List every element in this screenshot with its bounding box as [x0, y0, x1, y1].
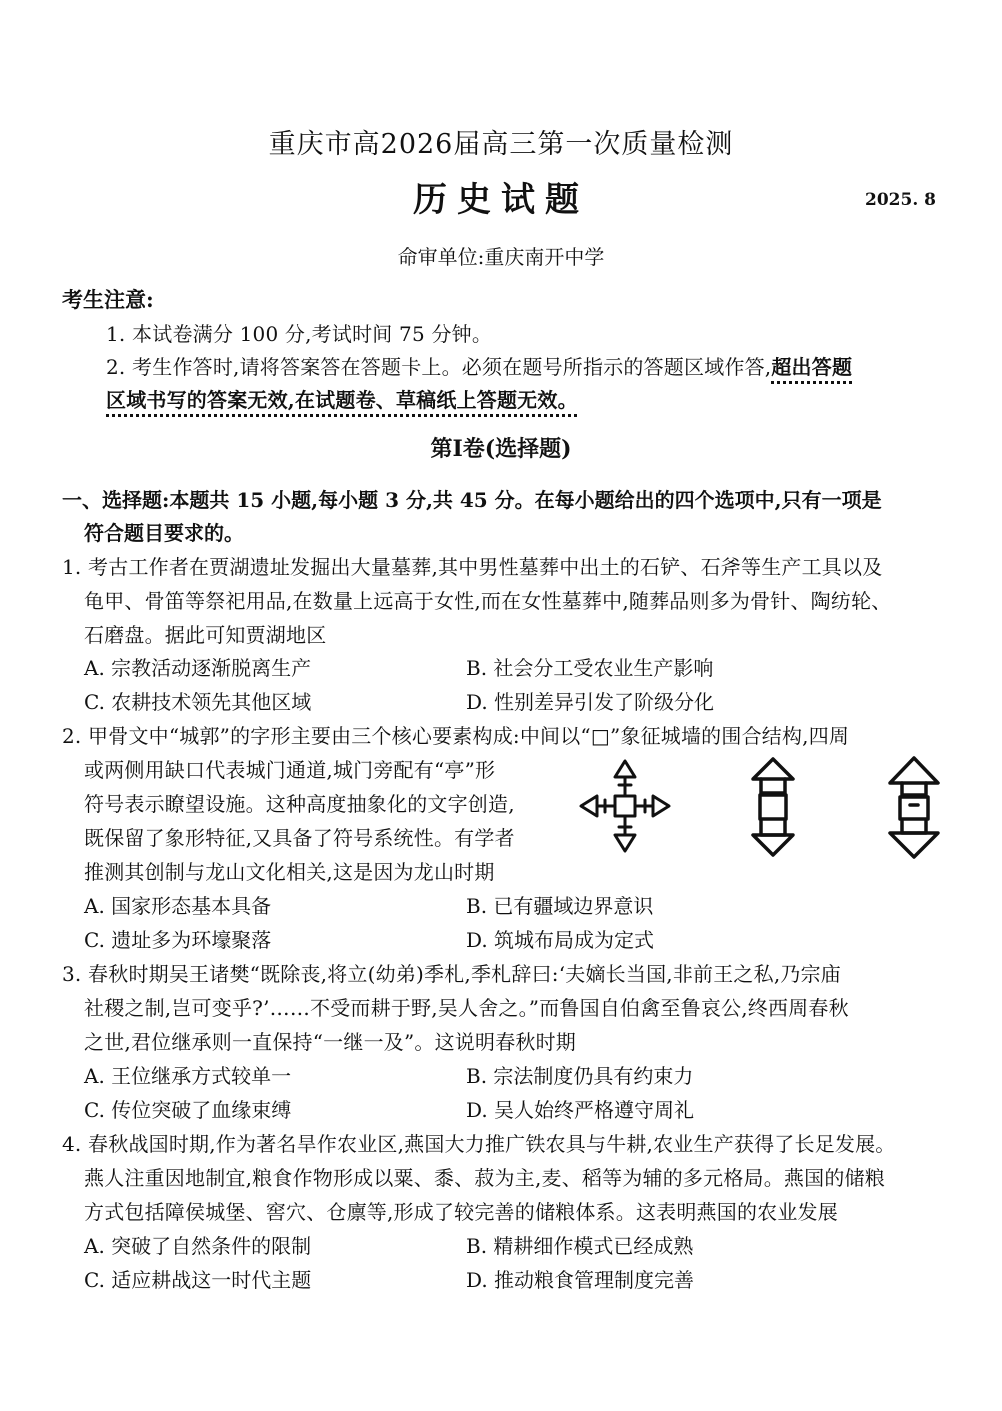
- q2-line1: 2. 甲骨文中“城郭”的字形主要由三个核心要素构成:中间以“□”象征城墙的围合结构,四周: [62, 724, 850, 748]
- notice-item-2-emphasis: 超出答题: [771, 355, 853, 379]
- q4-option-b: B. 精耕细作模式已经成熟: [466, 1234, 694, 1258]
- q2-option-a: A. 国家形态基本具备: [84, 894, 272, 918]
- q3-option-a: A. 王位继承方式较单一: [84, 1064, 292, 1088]
- exam-title: 重庆市高2026届高三第一次质量检测: [268, 129, 734, 160]
- q4-line1: 4. 春秋战国时期,作为著名旱作农业区,燕国大力推广铁农具与牛耕,农业生产获得了长足发展。: [62, 1132, 896, 1156]
- q1-line1: 1. 考古工作者在贾湖遗址发掘出大量墓葬,其中男性墓葬中出土的石铲、石斧等生产工具以及: [62, 555, 883, 579]
- q1-option-c: C. 农耕技术领先其他区域: [84, 690, 312, 714]
- q2-option-b: B. 已有疆域边界意识: [466, 894, 654, 918]
- q3-line1: 3. 春秋时期吴王诸樊“既除丧,将立(幼弟)季札,季札辞曰:‘夫嫡长当国,非前王之私,乃宗庙: [62, 962, 841, 986]
- q4-option-d: D. 推动粮食管理制度完善: [466, 1268, 695, 1292]
- q3-line2: 社稷之制,岂可变乎?’……不受而耕于野,吴人舍之。”而鲁国自伯禽至鲁哀公,终西周春秋: [84, 996, 849, 1020]
- exam-unit: 命审单位:重庆南开中学: [397, 245, 605, 269]
- notice-item-2-line2: 区域书写的答案无效,在试题卷、草稿纸上答题无效。: [106, 388, 578, 412]
- oracle-glyph-two-gate-b: [886, 755, 942, 860]
- oracle-glyph-two-gate-a: [748, 755, 798, 860]
- q4-option-c: C. 适应耕战这一时代主题: [84, 1268, 312, 1292]
- exam-date: 2025. 8: [865, 190, 936, 210]
- q2-option-c: C. 遗址多为环壕聚落: [84, 928, 272, 952]
- notice-item-2-line1: [106, 351, 852, 380]
- q2-line5: 推测其创制与龙山文化相关,这是因为龙山时期: [84, 860, 495, 884]
- q1-option-b: B. 社会分工受农业生产影响: [466, 656, 714, 680]
- q2-option-d: D. 筑城布局成为定式: [466, 928, 655, 952]
- q3-line3: 之世,君位继承则一直保持“一继一及”。这说明春秋时期: [84, 1030, 577, 1054]
- q3-option-b: B. 宗法制度仍具有约束力: [466, 1064, 694, 1088]
- q1-line2: 龟甲、骨笛等祭祀用品,在数量上远高于女性,而在女性墓葬中,随葬品则多为骨针、陶纺轮、: [84, 589, 892, 613]
- q1-option-d: D. 性别差异引发了阶级分化: [466, 690, 715, 714]
- exam-subject-title: 历史试题: [413, 180, 589, 220]
- q4-option-a: A. 突破了自然条件的限制: [84, 1234, 312, 1258]
- q2-line4: 既保留了象形特征,又具备了符号系统性。有学者: [84, 826, 515, 850]
- q3-option-c: C. 传位突破了血缘束缚: [84, 1098, 292, 1122]
- notice-heading: 考生注意:: [62, 287, 154, 312]
- q1-option-a: A. 宗教活动逐渐脱离生产: [84, 656, 312, 680]
- q4-line2: 燕人注重因地制宜,粮食作物形成以粟、黍、菽为主,麦、稻等为辅的多元格局。燕国的储粮: [84, 1166, 885, 1190]
- question-type-line1: 一、选择题:本题共 15 小题,每小题 3 分,共 45 分。在每小题给出的四个选项中,只有一项是: [62, 488, 882, 512]
- notice-item-2-text: 2. 考生作答时,请将答案答在答题卡上。必须在题号所指示的答题区域作答,: [106, 355, 772, 379]
- oracle-glyph-four-gate: [575, 755, 675, 860]
- q1-line3: 石磨盘。据此可知贾湖地区: [84, 623, 327, 647]
- q2-line3: 符号表示瞭望设施。这种高度抽象化的文字创造,: [84, 792, 515, 816]
- question-type-line2: 符合题目要求的。: [84, 521, 244, 545]
- q4-line3: 方式包括障侯城堡、窖穴、仓廪等,形成了较完善的储粮体系。这表明燕国的农业发展: [84, 1200, 838, 1224]
- section-heading: 第Ⅰ卷(选择题): [430, 436, 572, 462]
- notice-item-1: 1. 本试卷满分 100 分,考试时间 75 分钟。: [106, 322, 493, 346]
- q3-option-d: D. 吴人始终严格遵守周礼: [466, 1098, 695, 1122]
- q2-line2: 或两侧用缺口代表城门通道,城门旁配有“亭”形: [84, 758, 496, 782]
